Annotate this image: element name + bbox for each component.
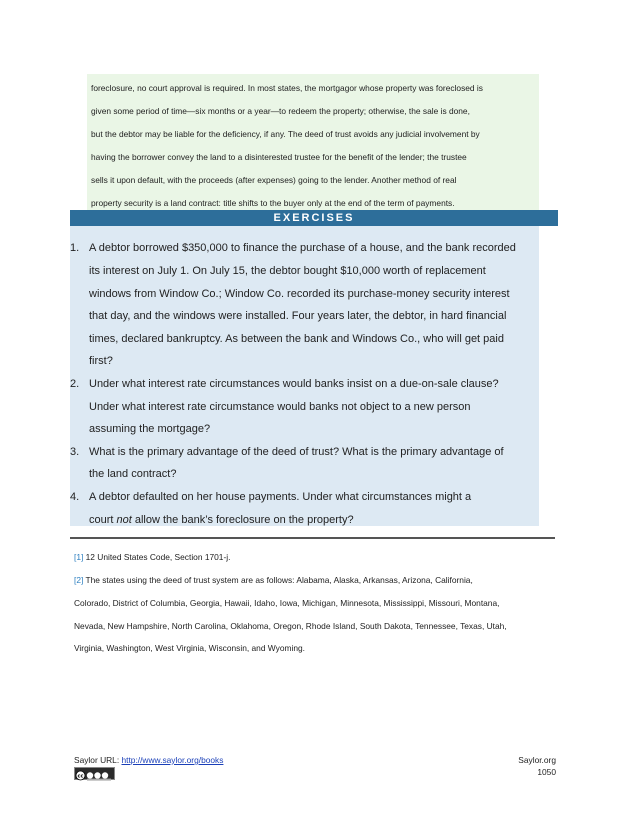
footnote-text: Colorado, District of Columbia, Georgia, Hawaii, Idaho, Iowa, Michigan, Minnesota, Mississippi, Missouri, Montana, bbox=[74, 598, 500, 608]
saylor-url-link[interactable]: http://www.saylor.org/books bbox=[121, 755, 224, 765]
footnote-text: Nevada, New Hampshire, North Carolina, Oklahoma, Oregon, Rhode Island, South Dakota, Tennessee, Texas, Utah, bbox=[74, 621, 507, 631]
question-number: 3. bbox=[70, 446, 80, 458]
question-line: first? bbox=[89, 355, 113, 367]
footnote-text: Virginia, Washington, West Virginia, Wisconsin, and Wyoming. bbox=[74, 643, 305, 653]
question-line: Under what interest rate circumstance would banks not object to a new person bbox=[89, 401, 471, 413]
page-number: 1050 bbox=[537, 767, 556, 777]
summary-line: given some period of time—six months or a year—to redeem the property; otherwise, the sale is done, bbox=[91, 106, 470, 116]
question-line: windows from Window Co.; Window Co. recorded its purchase-money security interest bbox=[89, 288, 510, 300]
cc-license-badge[interactable] bbox=[74, 767, 115, 780]
question-line bbox=[89, 513, 354, 527]
question-line: assuming the mortgage? bbox=[89, 423, 211, 435]
summary-line: having the borrower convey the land to a disinterested trustee for the benefit of the lender; the trustee bbox=[91, 152, 467, 162]
question-text: court bbox=[89, 514, 117, 526]
exercises-heading: EXERCISES bbox=[70, 210, 558, 226]
question-line: its interest on July 1. On July 15, the debtor bought $10,000 worth of replacement bbox=[89, 265, 486, 277]
summary-line: sells it upon default, with the proceeds (after expenses) going to the lender. Another method of real bbox=[91, 175, 457, 185]
question-line: that day, and the windows were installed. Four years later, the debtor, in hard financial bbox=[89, 310, 507, 322]
question-line: the land contract? bbox=[89, 468, 177, 480]
cc-license-icon bbox=[75, 770, 114, 781]
svg-text:cc: cc bbox=[77, 773, 84, 780]
summary-line: foreclosure, no court approval is required. In most states, the mortgagor whose property was foreclosed is bbox=[91, 83, 483, 93]
question-line: A debtor defaulted on her house payments. Under what circumstances might a bbox=[89, 491, 472, 503]
footnote-1 bbox=[74, 551, 230, 563]
question-text: allow the bank’s foreclosure on the property? bbox=[131, 514, 354, 526]
question-line: What is the primary advantage of the deed of trust? What is the primary advantage of bbox=[89, 446, 504, 458]
question-number: 1. bbox=[70, 242, 80, 254]
question-line: times, declared bankruptcy. As between the bank and Windows Co., who will get paid bbox=[89, 333, 504, 345]
footer-url-label: Saylor URL: bbox=[74, 755, 122, 765]
question-line: Under what interest rate circumstances would banks insist on a due-on-sale clause? bbox=[89, 378, 499, 390]
question-number: 2. bbox=[70, 378, 80, 390]
emphasis-text: not bbox=[116, 514, 132, 526]
question-line: A debtor borrowed $350,000 to finance the purchase of a house, and the bank recorded bbox=[89, 242, 516, 254]
footnote-text: The states using the deed of trust system are as follows: Alabama, Alaska, Arkansas, Arizona, California, bbox=[83, 575, 473, 585]
question-number: 4. bbox=[70, 491, 80, 503]
summary-line: property security is a land contract: title shifts to the buyer only at the end of the term of payments. bbox=[91, 198, 455, 208]
summary-box bbox=[87, 74, 539, 210]
footnote-divider bbox=[70, 537, 555, 539]
footer-site: Saylor.org bbox=[518, 755, 556, 765]
footer-url bbox=[74, 755, 223, 766]
footnote-link[interactable]: [1] bbox=[74, 552, 84, 562]
footnote-2 bbox=[74, 574, 473, 586]
footnote-link[interactable]: [2] bbox=[74, 575, 84, 585]
summary-line: but the debtor may be liable for the deficiency, if any. The deed of trust avoids any judicial involvement by bbox=[91, 129, 480, 139]
footnote-text: 12 United States Code, Section 1701-j. bbox=[83, 552, 231, 562]
